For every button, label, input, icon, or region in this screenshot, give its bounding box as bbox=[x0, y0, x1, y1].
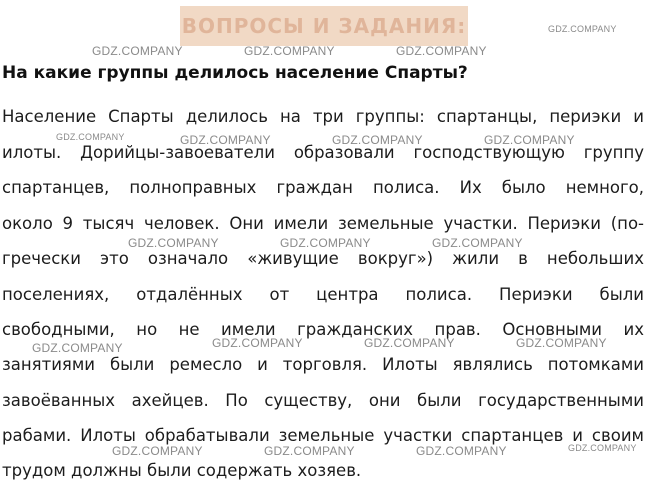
answer-line-11: трудом должны были содержать хозяев. bbox=[2, 461, 362, 480]
banner-title: ВОПРОСЫ И ЗАДАНИЯ: bbox=[181, 14, 467, 38]
watermark: GDZ.COMPANY bbox=[32, 341, 123, 355]
watermark: GDZ.COMPANY bbox=[416, 444, 507, 458]
watermark: GDZ.COMPANY bbox=[280, 236, 371, 250]
answer-line-1: Население Спарты делилось на три группы: спартанцы, периэки и bbox=[2, 107, 644, 126]
watermark: GDZ.COMPANY bbox=[432, 236, 523, 250]
watermark: GDZ.COMPANY bbox=[516, 336, 607, 350]
answer-line-9: завоёванных ахейцев. По существу, они были государственными bbox=[2, 391, 644, 410]
answer-line-7: свободными, но не имели гражданских прав. Основными их bbox=[2, 320, 644, 339]
watermark: GDZ.COMPANY bbox=[56, 132, 125, 142]
question-heading: На какие группы делилось население Спарты? bbox=[2, 63, 468, 83]
watermark: GDZ.COMPANY bbox=[244, 44, 335, 58]
answer-line-6: поселениях, отдалённых от центра полиса. Периэки были bbox=[2, 285, 644, 304]
watermark: GDZ.COMPANY bbox=[92, 44, 183, 58]
answer-line-3: спартанцев, полноправных граждан полиса. Их было немного, bbox=[2, 178, 644, 197]
section-banner bbox=[180, 6, 468, 46]
answer-line-4: около 9 тысяч человек. Они имели земельные участки. Периэки (по- bbox=[2, 214, 644, 233]
watermark: GDZ.COMPANY bbox=[332, 133, 423, 147]
watermark: GDZ.COMPANY bbox=[212, 336, 303, 350]
answer-line-2: илоты. Дорийцы-завоеватели образовали господствующую группу bbox=[2, 143, 644, 162]
watermark: GDZ.COMPANY bbox=[264, 444, 355, 458]
answer-line-5: гречески это означало «живущие вокруг») жили в небольших bbox=[2, 249, 644, 268]
watermark: GDZ.COMPANY bbox=[396, 44, 487, 58]
answer-line-8: занятиями были ремесло и торговля. Илоты являлись потомками bbox=[2, 355, 644, 374]
watermark: GDZ.COMPANY bbox=[112, 444, 203, 458]
watermark: GDZ.COMPANY bbox=[484, 133, 575, 147]
watermark: GDZ.COMPANY bbox=[364, 336, 455, 350]
watermark: GDZ.COMPANY bbox=[128, 236, 219, 250]
watermark: GDZ.COMPANY bbox=[548, 24, 617, 34]
watermark: GDZ.COMPANY bbox=[180, 133, 271, 147]
answer-line-10: рабами. Илоты обрабатывали земельные участки спартанцев и своим bbox=[2, 426, 644, 445]
watermark: GDZ.COMPANY bbox=[568, 443, 637, 453]
